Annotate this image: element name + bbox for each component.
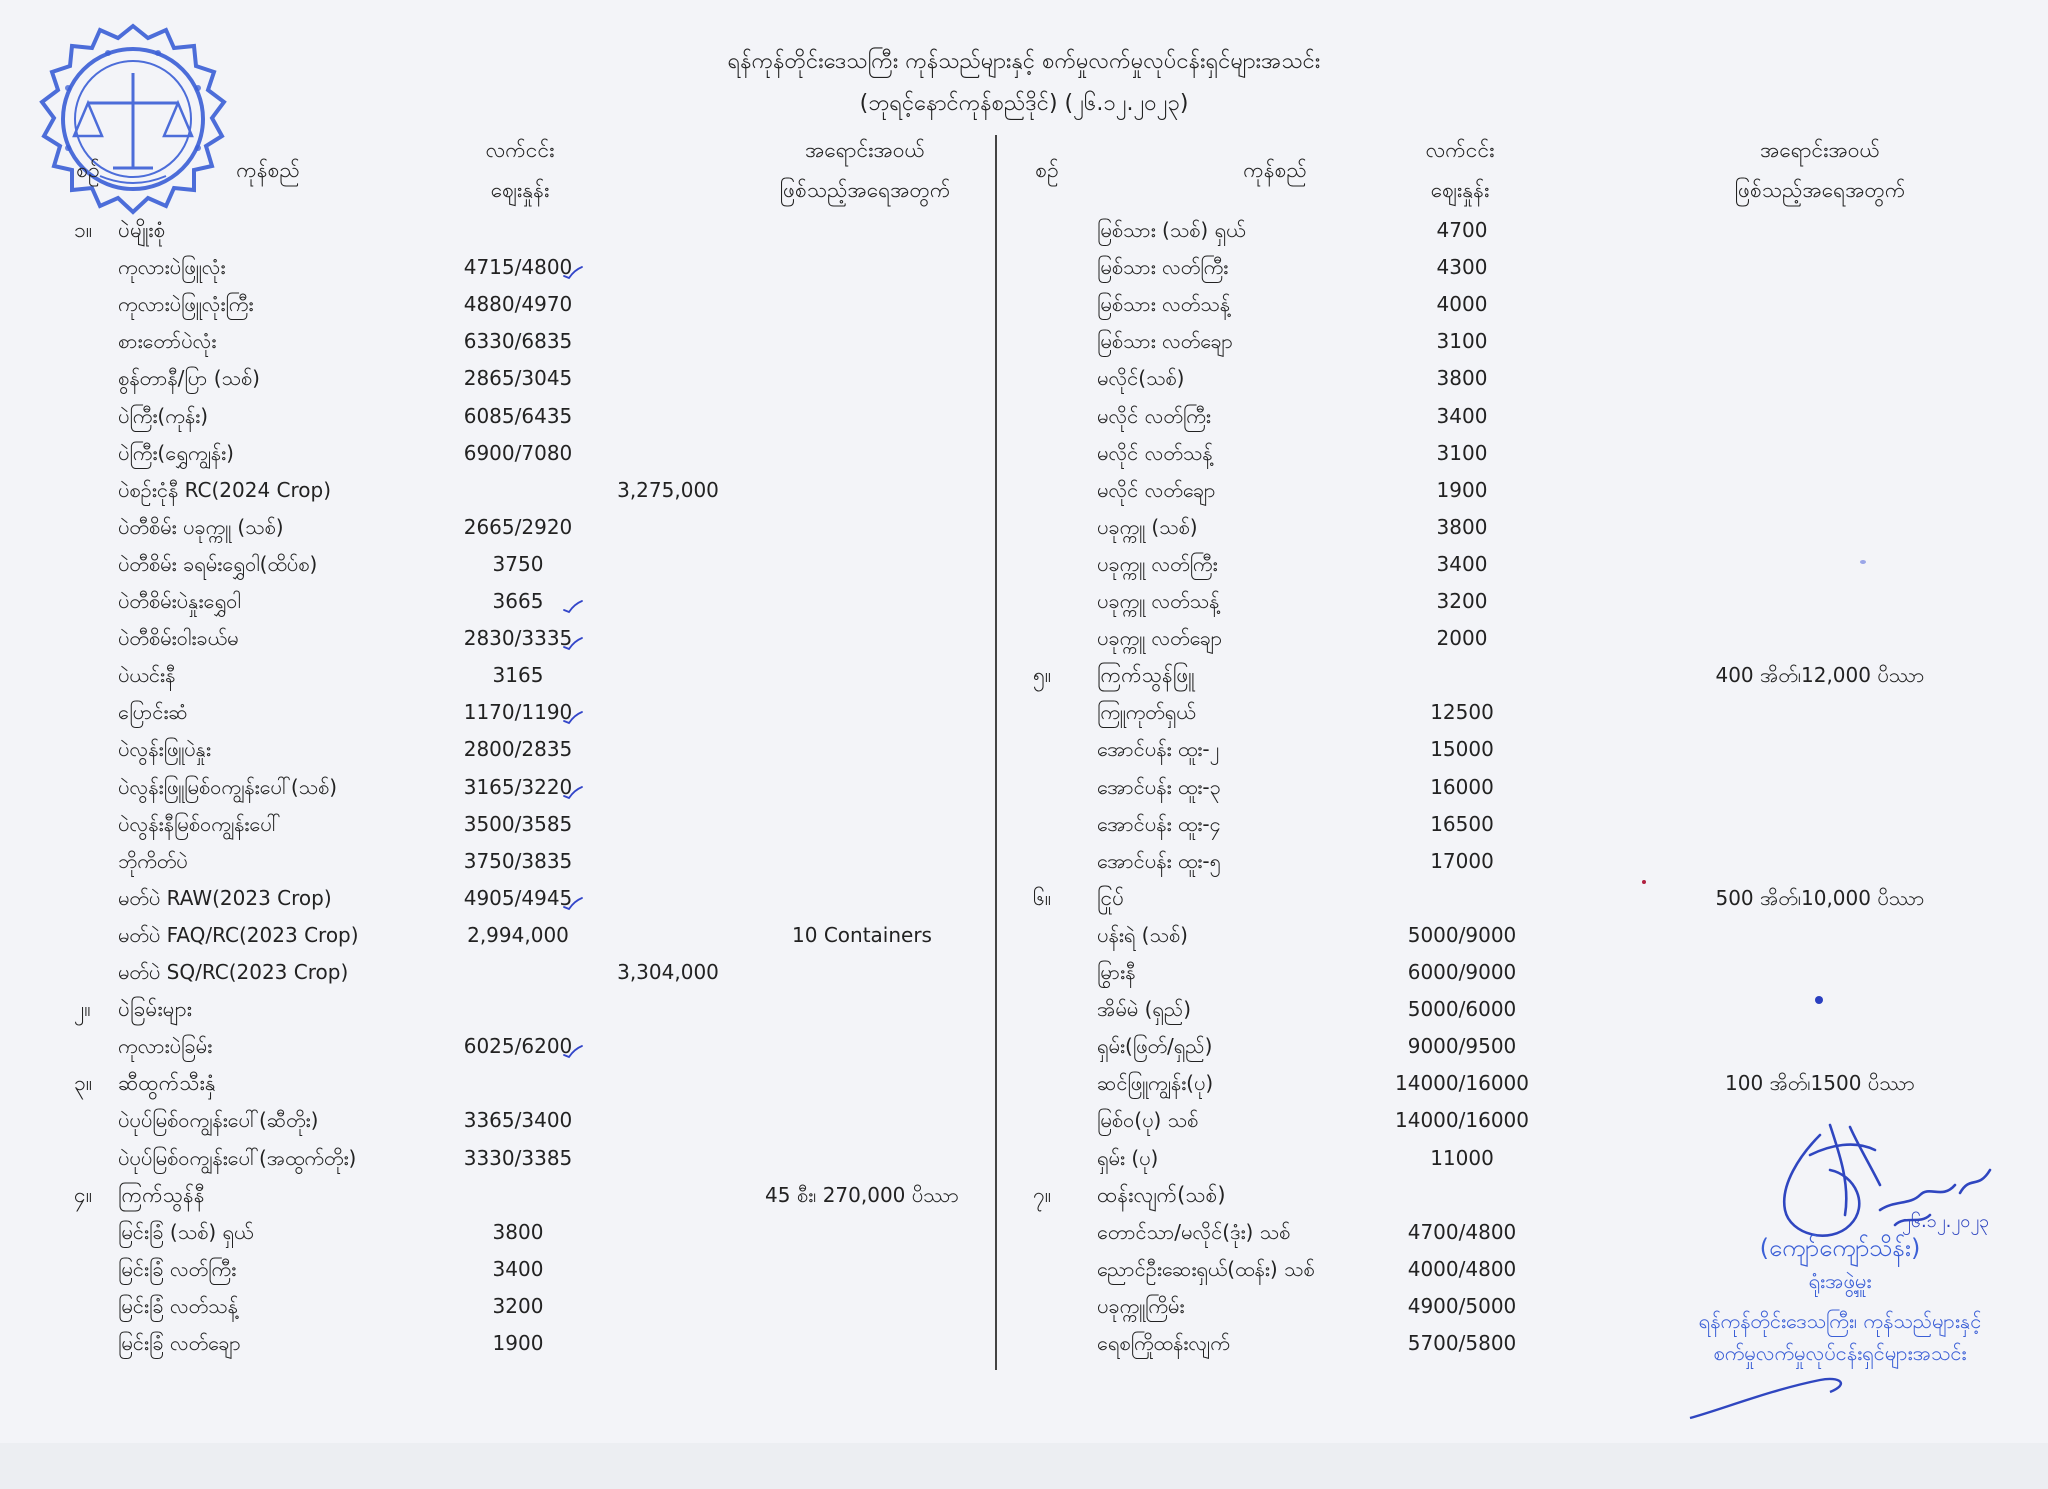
row-price: 12500	[1430, 700, 1494, 725]
row-price: 2830/3335	[463, 626, 573, 651]
row-item-name: ပခုက္ကူ လတ်ကြီး	[1097, 551, 1218, 576]
row-item-name: ညောင်ဦးဆေးရှယ်(ထန်း) သစ်	[1097, 1256, 1315, 1281]
row-item-name: ပဲစဉ်းငုံနီ RC(2024 Crop)	[118, 477, 332, 502]
row-price: 3665	[492, 589, 544, 613]
row-item-name: ပဲပုပ်မြစ်ဝကျွန်းပေါ်(အထွက်တိုး)	[118, 1145, 357, 1170]
row-item-name: မြွားနီ	[1097, 960, 1136, 984]
row-number: ၂။	[74, 997, 91, 1022]
row-item-name: ကုလားပဲဖြူလုံးကြီး	[118, 292, 254, 317]
table-row	[0, 621, 2040, 655]
right-header-price: လက်ငင်း ဈေးနှုန်း	[1425, 138, 1495, 202]
left-header-no: စဉ်	[76, 158, 100, 182]
row-price: 3165	[492, 663, 544, 688]
row-price: 3100	[1436, 329, 1488, 354]
row-price: 4300	[1436, 255, 1488, 280]
row-price: 2865/3045	[463, 366, 573, 391]
left-header-price: လက်ငင်း ဈေးနှုန်း	[485, 138, 555, 202]
row-item-name: မလိုင်(သစ်)	[1097, 366, 1185, 391]
right-header-no: စဉ်	[1035, 158, 1059, 182]
row-price: 2000	[1436, 626, 1488, 651]
row-price: 3330/3385	[463, 1145, 573, 1170]
row-price: 4715/4800	[463, 255, 573, 280]
table-row	[0, 955, 2040, 989]
row-price: 16000	[1430, 774, 1494, 799]
row-item-name: မြစ်သား လတ်ချော	[1097, 329, 1233, 354]
row-item-name: ပခုက္ကူ (သစ်)	[1097, 514, 1198, 539]
row-price: 4905/4945	[463, 885, 573, 910]
signatory-org-line2: စက်မှုလက်မှုလုပ်ငန်းရှင်များအသင်း	[1713, 1341, 1967, 1365]
row-price: 14000/16000	[1395, 1108, 1529, 1133]
table-row	[0, 695, 2040, 729]
row-item-name: စားတော်ပဲလုံး	[118, 329, 217, 354]
row-item-name: အောင်ပန်း ထူး-၄	[1097, 811, 1221, 836]
row-number: ၇။	[1033, 1182, 1052, 1207]
table-row	[0, 473, 2040, 507]
table-row	[0, 287, 2040, 321]
row-item-name: ပဲယင်းနီ	[118, 663, 176, 688]
table-row	[0, 399, 2040, 433]
row-item-name: ပဲတီစိမ်း ခရမ်းရွှေဝါ(ထိပ်စ)	[118, 551, 318, 576]
row-export-price: 3,304,000	[617, 960, 719, 984]
ink-speck	[1815, 996, 1823, 1004]
left-header-item: ကုန်စည်	[236, 158, 300, 182]
row-item-name: မြင်းခြံ လတ်ချော	[118, 1331, 241, 1355]
table-row	[0, 547, 2040, 581]
table-row	[0, 324, 2040, 358]
row-item-name: မြစ်သား (သစ်) ရှယ်	[1097, 218, 1246, 242]
row-price: 4700/4800	[1407, 1219, 1517, 1244]
row-price: 3800	[1436, 514, 1488, 539]
table-row	[0, 436, 2040, 470]
section-header-row	[0, 658, 2040, 692]
row-price: 1900	[1436, 477, 1488, 502]
row-item-name: ရေစကြိုထန်းလျက်	[1097, 1331, 1230, 1355]
row-item-name: အောင်ပန်း ထူး-၅	[1097, 848, 1221, 873]
row-price: 3500/3585	[463, 811, 573, 836]
row-item-name: အိမ်မဲ (ရှည်)	[1097, 997, 1191, 1022]
row-item-name: ပြောင်းဆံ	[118, 700, 188, 725]
row-price: 2665/2920	[463, 514, 573, 539]
row-price: 6000/9000	[1407, 960, 1517, 984]
row-price: 4000	[1436, 292, 1488, 317]
row-item-name: ငြုပ်	[1097, 885, 1125, 910]
row-item-name: ပဲပုပ်မြစ်ဝကျွန်းပေါ်(ဆီတိုး)	[118, 1108, 319, 1133]
row-item-name: တောင်သာ/မလိုင်(ဒုံး) သစ်	[1097, 1219, 1291, 1244]
row-number: ၅။	[1033, 663, 1052, 688]
table-row	[0, 1066, 2040, 1100]
row-price: 1900	[492, 1331, 544, 1355]
row-item-name: ပခုက္ကူ လတ်သန့်	[1097, 589, 1220, 613]
row-volume: 500 အိတ်၊10,000 ပိဿာ	[1715, 885, 1925, 910]
table-row	[0, 732, 2040, 766]
row-item-name: မြစ်သား လတ်သန့်	[1097, 292, 1230, 317]
row-price: 4700	[1436, 218, 1488, 242]
row-price: 14000/16000	[1395, 1071, 1529, 1096]
table-row	[0, 1029, 2040, 1063]
row-item-name: ပဲလွန်းနီမြစ်ဝကျွန်းပေါ်	[118, 811, 281, 836]
row-price: 5000/9000	[1407, 922, 1517, 947]
ink-speck	[1642, 880, 1646, 884]
svg-text:၂၆.၁၂.၂၀၂၃: ၂၆.၁၂.၂၀၂၃	[1902, 1211, 1990, 1232]
row-item-name: ပဲကြီး(ရွှေကျွန်း)	[118, 440, 234, 465]
row-item-name: ကြက်သွန်နီ	[118, 1182, 205, 1207]
ink-speck	[1860, 560, 1866, 564]
row-item-name: ပဲလွန်းဖြူပဲနှုး	[118, 737, 211, 762]
row-item-name: မလိုင် လတ်သန့်	[1097, 440, 1213, 465]
row-price: 6900/7080	[463, 440, 573, 465]
row-item-name: ရှမ်း (ပု)	[1097, 1145, 1159, 1170]
row-price: 2,994,000	[467, 922, 569, 947]
row-item-name: အောင်ပန်း ထူး-၃	[1097, 774, 1221, 799]
row-price: 6330/6835	[463, 329, 573, 354]
row-number: ၄။	[74, 1182, 93, 1207]
row-item-name: ပဲလွန်းဖြူမြစ်ဝကျွန်းပေါ်(သစ်)	[118, 774, 338, 799]
row-price: 3165/3220	[463, 774, 573, 799]
row-item-name: ပခုက္ကူ လတ်ချော	[1097, 626, 1223, 651]
row-price: 3750/3835	[463, 848, 573, 873]
row-volume: 10 Containers	[792, 922, 932, 947]
row-number: ၁။	[74, 218, 93, 242]
row-item-name: ဆင်ဖြူကျွန်း(ပု)	[1097, 1071, 1214, 1096]
row-volume: 400 အိတ်၊12,000 ပိဿာ	[1715, 663, 1925, 688]
row-price: 3200	[492, 1293, 544, 1318]
row-item-name: ပခုက္ကူကြိမ်း	[1097, 1293, 1185, 1318]
signatory-name: (ကျော်ကျော်သိန်း)	[1759, 1234, 1921, 1262]
row-item-name: မြစ်သား လတ်ကြီး	[1097, 255, 1229, 280]
row-price: 5700/5800	[1407, 1331, 1517, 1355]
table-row	[0, 770, 2040, 804]
section-header-row	[0, 881, 2040, 915]
row-price: 2800/2835	[463, 737, 573, 762]
row-item-name: ဆီထွက်သီးနှံ	[118, 1071, 216, 1096]
document-subtitle-date: (ဘုရင့်နောင်ကုန်စည်ဒိုင်) (၂၆.၁၂.၂၀၂၃)	[859, 91, 1189, 116]
row-item-name: ပဲတီစိမ်းဝါးခယ်မ	[118, 626, 239, 651]
table-row	[0, 361, 2040, 395]
row-price: 4900/5000	[1407, 1293, 1517, 1318]
row-item-name: မြင်းခြံ (သစ်) ရှယ်	[118, 1219, 254, 1244]
table-row	[0, 213, 2040, 247]
signature-flourish	[1680, 1370, 1880, 1430]
row-price: 3400	[492, 1256, 544, 1281]
page-bottom-edge	[0, 1443, 2048, 1489]
row-price: 17000	[1430, 848, 1494, 873]
row-item-name: ပဲကြီး(ကုန်း)	[118, 403, 209, 428]
row-item-name: မလိုင် လတ်ကြီး	[1097, 403, 1211, 428]
row-price: 3100	[1436, 440, 1488, 465]
table-row	[0, 844, 2040, 878]
right-header-volume: အရောင်းအဝယ် ဖြစ်သည့်အရေအတွက်	[1734, 138, 1906, 202]
row-price: 4880/4970	[463, 292, 573, 317]
row-price: 11000	[1430, 1145, 1494, 1170]
table-row	[0, 807, 2040, 841]
signatory-org-line1: ရန်ကုန်တိုင်းဒေသကြီး၊ ကုန်သည်များနှင့်	[1698, 1309, 1982, 1333]
row-price: 1170/1190	[463, 700, 573, 725]
row-item-name: ကုလားပဲခြမ်း	[118, 1034, 213, 1059]
row-price: 5000/6000	[1407, 997, 1517, 1022]
left-header-volume: အရောင်းအဝယ် ဖြစ်သည့်အရေအတွက်	[779, 138, 951, 202]
row-item-name: မလိုင် လတ်ချော	[1097, 477, 1216, 502]
row-volume: 100 အိတ်၊1500 ပိဿာ	[1725, 1071, 1915, 1096]
table-row	[0, 250, 2040, 284]
row-item-name: ကြက်သွန်ဖြူ	[1097, 663, 1195, 688]
row-export-price: 3,275,000	[617, 477, 719, 502]
row-price: 9000/9500	[1407, 1034, 1517, 1059]
table-row	[0, 510, 2040, 544]
row-price: 15000	[1430, 737, 1494, 762]
row-item-name: ကုလားပဲဖြူလုံး	[118, 255, 226, 280]
row-price: 6025/6200	[463, 1034, 573, 1059]
signatory-role: ရုံးအဖွဲ့မှူး	[1808, 1269, 1872, 1293]
table-row	[0, 992, 2040, 1026]
row-price: 3750	[492, 551, 544, 576]
row-item-name: ကြူကုတ်ရှယ်	[1097, 700, 1196, 725]
row-price: 3200	[1436, 589, 1488, 613]
table-row	[0, 584, 2040, 618]
row-volume: 45 စီး၊ 270,000 ပိဿာ	[765, 1182, 959, 1207]
row-price: 3800	[492, 1219, 544, 1244]
row-price: 4000/4800	[1407, 1256, 1517, 1281]
row-price: 3400	[1436, 551, 1488, 576]
row-price: 3365/3400	[463, 1108, 573, 1133]
row-item-name: မတ်ပဲ RAW(2023 Crop)	[118, 885, 332, 910]
row-price: 3800	[1436, 366, 1488, 391]
row-number: ၃။	[74, 1071, 93, 1096]
row-item-name: ပန်းရဲ (သစ်)	[1097, 922, 1188, 947]
row-item-name: ပဲတီစိမ်း ပခုက္ကူ (သစ်)	[118, 514, 284, 539]
row-item-name: မြစ်ဝ(ပု) သစ်	[1097, 1108, 1199, 1133]
right-header-item: ကုန်စည်	[1243, 158, 1307, 182]
row-item-name: ပဲတီစိမ်းပဲနှုးရွှေဝါ	[118, 589, 241, 613]
row-price: 16500	[1430, 811, 1494, 836]
row-item-name: ပဲမျိုးစုံ	[118, 218, 166, 242]
row-item-name: ထန်းလျက်(သစ်)	[1097, 1182, 1226, 1207]
row-item-name: မတ်ပဲ FAQ/RC(2023 Crop)	[118, 922, 359, 947]
row-item-name: မတ်ပဲ SQ/RC(2023 Crop)	[118, 960, 349, 984]
row-item-name: အောင်ပန်း ထူး-၂	[1097, 737, 1220, 762]
row-item-name: ရှမ်း(ဖြတ်/ရှည်)	[1097, 1034, 1213, 1059]
document-title: ရန်ကုန်တိုင်းဒေသကြီး ကုန်သည်များနှင့် စက်မှုလက်မှုလုပ်ငန်းရှင်များအသင်း	[727, 49, 1321, 74]
row-item-name: စွန်တာနီ/ပြာ (သစ်)	[118, 366, 260, 391]
row-item-name: မြင်းခြံ လတ်သန့်	[118, 1293, 238, 1318]
row-item-name: ဘိုကိတ်ပဲ	[118, 848, 188, 873]
row-price: 6085/6435	[463, 403, 573, 428]
table-row	[0, 918, 2040, 952]
row-price: 3400	[1436, 403, 1488, 428]
row-item-name: ပဲခြမ်းများ	[118, 997, 192, 1022]
row-item-name: မြင်းခြံ လတ်ကြီး	[118, 1256, 237, 1281]
row-number: ၆။	[1033, 885, 1052, 910]
